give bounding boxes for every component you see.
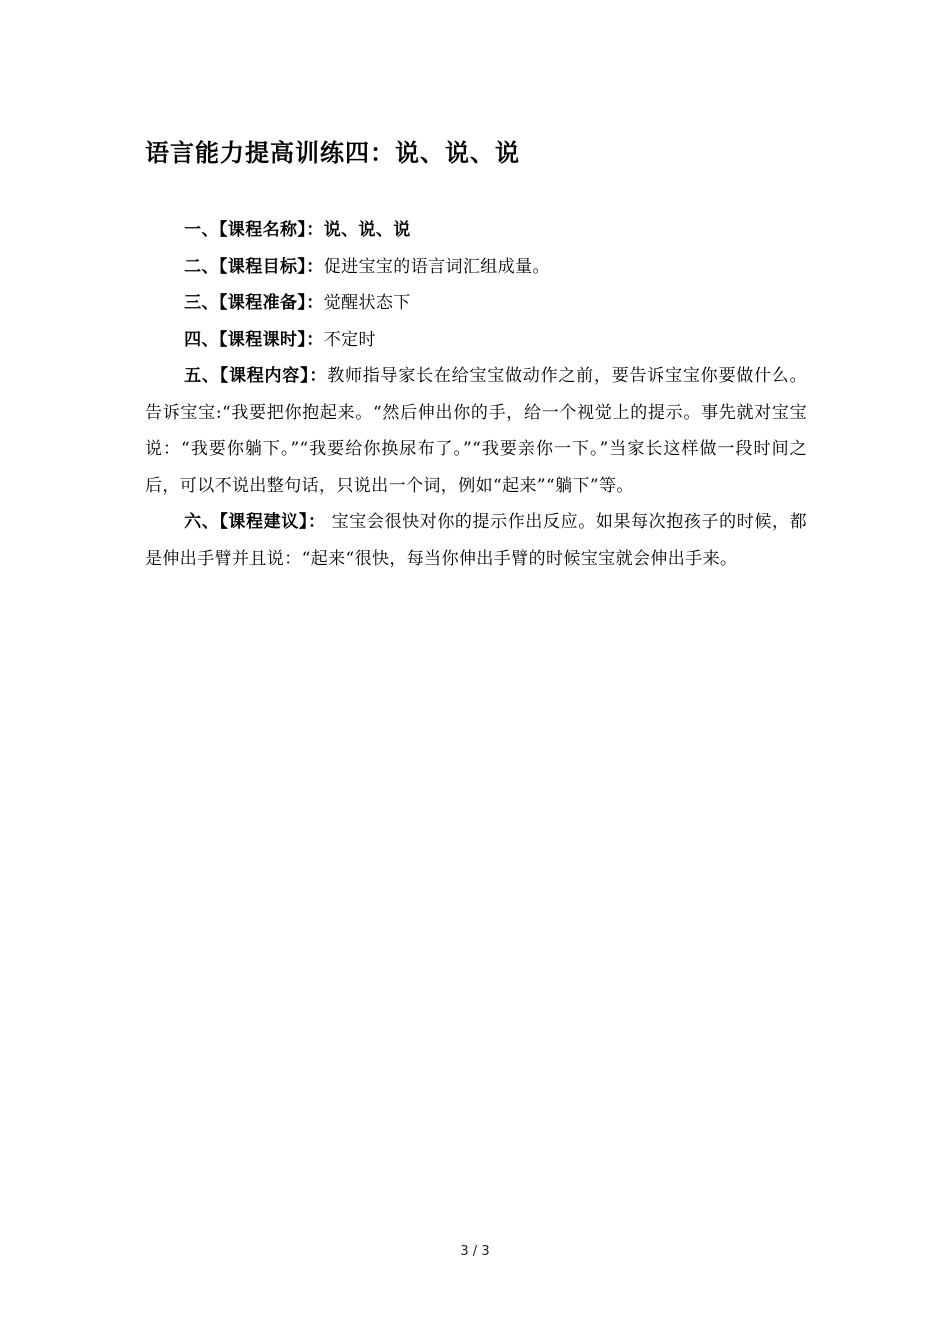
- item-course-name: [145, 212, 807, 249]
- item-text: 觉醒状态下: [323, 293, 411, 313]
- item-label: 一、【课程名称】：: [184, 220, 324, 240]
- item-text: 教师指导家长在给宝宝做动作之前，要告诉宝宝你要做什么。告诉宝宝:“我要把你抱起来。“然后伸出你的手，给一个视觉上的提示。事先就对宝宝说：“我要你躺下。”“我要给你换尿布了。”“我要亲你一下。”当家长这样做一段时间之后，可以不说出整句话，只说出一个词，例如“起来”“躺下”等。: [145, 366, 807, 496]
- item-label: 五、【课程内容】：: [184, 366, 328, 386]
- item-text: 宝宝会很快对你的提示作出反应。如果每次抱孩子的时候，都是伸出手臂并且说：“起来“很快，每当你伸出手臂的时候宝宝就会伸出手来。: [145, 512, 807, 569]
- item-label: 三、【课程准备】：: [184, 293, 324, 313]
- document-title: 语言能力提高训练四：说、说、说: [145, 139, 520, 167]
- item-course-goal: [145, 249, 807, 286]
- item-course-preparation: [145, 285, 807, 322]
- item-label: 二、【课程目标】：: [184, 256, 324, 277]
- item-label: 六、【课程建议】：: [184, 512, 326, 532]
- document-body: [145, 212, 807, 577]
- page-number: 3 / 3: [460, 1244, 490, 1259]
- item-text: 促进宝宝的语言词汇组成量。: [323, 256, 550, 277]
- item-text: 不定时: [323, 329, 376, 350]
- item-course-suggestion: [145, 504, 807, 577]
- item-label: 四、【课程课时】：: [184, 329, 324, 350]
- item-course-duration: [145, 322, 807, 359]
- item-text: 说、说、说: [323, 220, 411, 240]
- item-course-content: [145, 358, 807, 504]
